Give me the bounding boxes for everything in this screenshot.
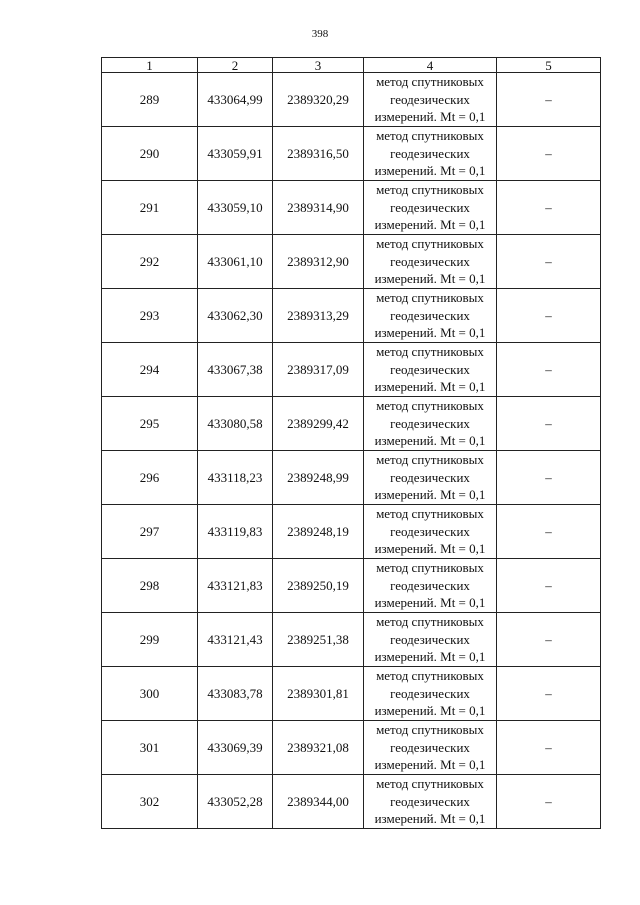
- coordinates-table: [101, 57, 601, 829]
- column-header-5: 5: [497, 58, 601, 73]
- column-header-2: 2: [198, 58, 273, 73]
- table-row: [102, 451, 601, 505]
- x-coordinate-cell: 433067,38: [198, 343, 273, 397]
- table-row: [102, 181, 601, 235]
- table-row: [102, 73, 601, 127]
- note-cell: –: [497, 559, 601, 613]
- column-header-4: 4: [364, 58, 497, 73]
- method-cell: метод спутниковых геодезических измерений. Mt = 0,1: [364, 397, 497, 451]
- y-coordinate-cell: 2389248,99: [273, 451, 364, 505]
- point-number-cell: 293: [102, 289, 198, 343]
- y-coordinate-cell: 2389316,50: [273, 127, 364, 181]
- x-coordinate-cell: 433059,91: [198, 127, 273, 181]
- table-row: [102, 667, 601, 721]
- point-number-cell: 289: [102, 73, 198, 127]
- point-number-cell: 299: [102, 613, 198, 667]
- x-coordinate-cell: 433118,23: [198, 451, 273, 505]
- x-coordinate-cell: 433083,78: [198, 667, 273, 721]
- method-cell: метод спутниковых геодезических измерений. Mt = 0,1: [364, 73, 497, 127]
- y-coordinate-cell: 2389314,90: [273, 181, 364, 235]
- point-number-cell: 300: [102, 667, 198, 721]
- table-row: [102, 775, 601, 829]
- y-coordinate-cell: 2389250,19: [273, 559, 364, 613]
- point-number-cell: 297: [102, 505, 198, 559]
- table-row: [102, 559, 601, 613]
- x-coordinate-cell: 433059,10: [198, 181, 273, 235]
- y-coordinate-cell: 2389299,42: [273, 397, 364, 451]
- note-cell: –: [497, 667, 601, 721]
- y-coordinate-cell: 2389321,08: [273, 721, 364, 775]
- method-cell: метод спутниковых геодезических измерений. Mt = 0,1: [364, 559, 497, 613]
- table-row: [102, 343, 601, 397]
- x-coordinate-cell: 433121,83: [198, 559, 273, 613]
- x-coordinate-cell: 433061,10: [198, 235, 273, 289]
- table-row: [102, 397, 601, 451]
- x-coordinate-cell: 433069,39: [198, 721, 273, 775]
- note-cell: –: [497, 721, 601, 775]
- x-coordinate-cell: 433119,83: [198, 505, 273, 559]
- table-row: [102, 235, 601, 289]
- method-cell: метод спутниковых геодезических измерений. Mt = 0,1: [364, 343, 497, 397]
- x-coordinate-cell: 433052,28: [198, 775, 273, 829]
- table-row: [102, 721, 601, 775]
- method-cell: метод спутниковых геодезических измерений. Mt = 0,1: [364, 667, 497, 721]
- x-coordinate-cell: 433062,30: [198, 289, 273, 343]
- point-number-cell: 301: [102, 721, 198, 775]
- method-cell: метод спутниковых геодезических измерений. Mt = 0,1: [364, 235, 497, 289]
- note-cell: –: [497, 451, 601, 505]
- method-cell: метод спутниковых геодезических измерений. Mt = 0,1: [364, 775, 497, 829]
- point-number-cell: 292: [102, 235, 198, 289]
- point-number-cell: 291: [102, 181, 198, 235]
- method-cell: метод спутниковых геодезических измерений. Mt = 0,1: [364, 181, 497, 235]
- column-header-1: 1: [102, 58, 198, 73]
- table-row: [102, 613, 601, 667]
- y-coordinate-cell: 2389317,09: [273, 343, 364, 397]
- note-cell: –: [497, 397, 601, 451]
- page-number: 398: [311, 28, 329, 40]
- point-number-cell: 302: [102, 775, 198, 829]
- x-coordinate-cell: 433121,43: [198, 613, 273, 667]
- point-number-cell: 298: [102, 559, 198, 613]
- method-cell: метод спутниковых геодезических измерений. Mt = 0,1: [364, 505, 497, 559]
- table-row: [102, 289, 601, 343]
- y-coordinate-cell: 2389251,38: [273, 613, 364, 667]
- method-cell: метод спутниковых геодезических измерений. Mt = 0,1: [364, 127, 497, 181]
- note-cell: –: [497, 505, 601, 559]
- table-row: [102, 127, 601, 181]
- y-coordinate-cell: 2389301,81: [273, 667, 364, 721]
- y-coordinate-cell: 2389320,29: [273, 73, 364, 127]
- note-cell: –: [497, 73, 601, 127]
- method-cell: метод спутниковых геодезических измерений. Mt = 0,1: [364, 613, 497, 667]
- y-coordinate-cell: 2389312,90: [273, 235, 364, 289]
- note-cell: –: [497, 289, 601, 343]
- note-cell: –: [497, 235, 601, 289]
- x-coordinate-cell: 433080,58: [198, 397, 273, 451]
- note-cell: –: [497, 127, 601, 181]
- table-row: [102, 505, 601, 559]
- point-number-cell: 296: [102, 451, 198, 505]
- y-coordinate-cell: 2389344,00: [273, 775, 364, 829]
- method-cell: метод спутниковых геодезических измерений. Mt = 0,1: [364, 289, 497, 343]
- note-cell: –: [497, 775, 601, 829]
- column-header-3: 3: [273, 58, 364, 73]
- method-cell: метод спутниковых геодезических измерений. Mt = 0,1: [364, 721, 497, 775]
- table-header-row: [102, 58, 601, 73]
- note-cell: –: [497, 181, 601, 235]
- method-cell: метод спутниковых геодезических измерений. Mt = 0,1: [364, 451, 497, 505]
- note-cell: –: [497, 613, 601, 667]
- point-number-cell: 294: [102, 343, 198, 397]
- y-coordinate-cell: 2389248,19: [273, 505, 364, 559]
- x-coordinate-cell: 433064,99: [198, 73, 273, 127]
- point-number-cell: 295: [102, 397, 198, 451]
- note-cell: –: [497, 343, 601, 397]
- y-coordinate-cell: 2389313,29: [273, 289, 364, 343]
- point-number-cell: 290: [102, 127, 198, 181]
